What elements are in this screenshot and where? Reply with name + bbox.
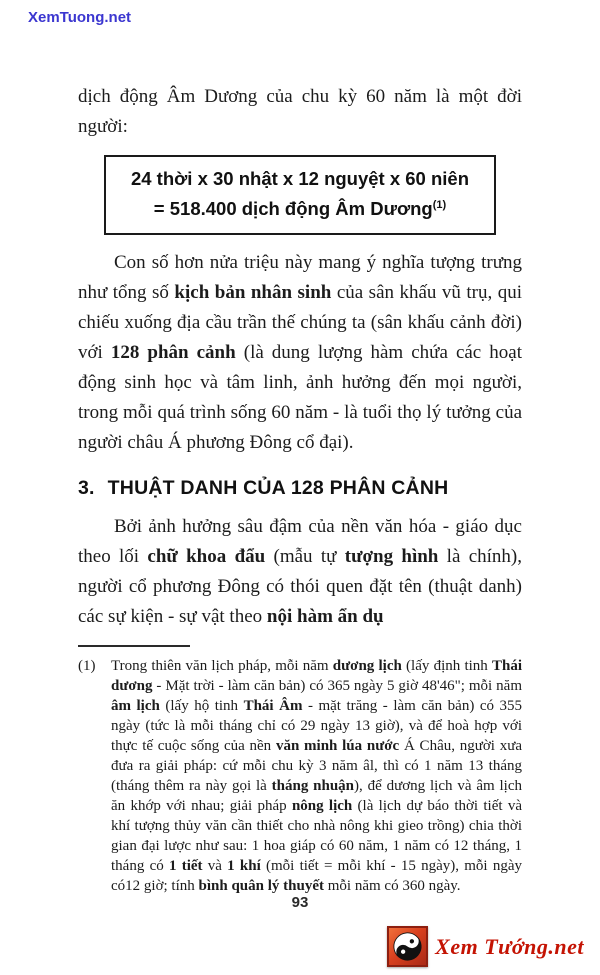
page-number: 93 [291, 894, 309, 911]
section-title: THUẬT DANH CỦA 128 PHÂN CẢNH [107, 477, 449, 499]
footer-logo-text: Xem Tướng.net [435, 933, 584, 959]
formula-line-1: 24 thời x 30 nhật x 12 nguyệt x 60 niên [130, 168, 470, 189]
footer-logo-link[interactable] [387, 926, 584, 967]
formula-box [104, 155, 496, 235]
section-heading [78, 476, 522, 500]
paragraph-body-1: Con số hơn nửa triệu này mang ý nghĩa tượng trưng như tổng số kịch bản nhân sinh của sân khấu vũ trụ, qui chiếu xuống địa cầu trần thế chúng ta (sân khấu cảnh đời) với 128 phân cảnh (là dung lượng hàm chứa các hoạt động sinh học và tâm linh, ảnh hưởng đến mọi người, trong mỗi quá trình sống 60 năm - là tuổi thọ lý tưởng của người châu Á phương Đông cổ đại). [78, 252, 522, 453]
footnote-separator [78, 645, 190, 647]
header-site-link[interactable]: XemTuong.net [28, 9, 132, 26]
footnote-body: Trong thiên văn lịch pháp, mỗi năm dương lịch (lấy định tinh Thái dương - Mặt trời - làm căn bản) có 365 ngày 5 giờ 48'46"; mỗi năm âm lịch (lấy hộ tinh Thái Âm - mặt trăng - làm căn bản) có 355 ngày (tức là mỗi tháng chỉ có 29 ngày 13 giờ), và để hoà hợp với thực tế cuộc sống của nền văn minh lúa nước Á Châu, người xưa đưa ra giải pháp: cứ mỗi chu kỳ 3 năm âl, thì có 1 năm 13 tháng (tháng thêm ra này gọi là tháng nhuận), để dương lịch và âm lịch ăn khớp với nhau; giải pháp nông lịch (là lịch dự báo thời tiết và khí tượng thủy văn cần thiết cho nhà nông khi gieo trồng) chia thời gian đại lược như sau: 1 hoa giáp có 60 năm, 1 năm có 12 tháng, 1 tháng có 1 tiết và 1 khí (mỗi tiết = mỗi khí - 15 ngày), mỗi ngày có12 giờ; tính bình quân lý thuyết mỗi năm có 360 ngày. [111, 658, 523, 894]
paragraph-intro: dịch động Âm Dương của chu kỳ 60 năm là một đời người: [78, 86, 522, 137]
yin-yang-icon [387, 926, 428, 967]
paragraph-body-2: Bởi ảnh hưởng sâu đậm của nền văn hóa - giáo dục theo lối chữ khoa đẩu (mẫu tự tượng hình là chính), người cổ phương Đông có thói quen đặt tên (thuật danh) các sự kiện - sự vật theo nội hàm ẩn dụ [78, 516, 522, 627]
footnote-text [78, 656, 522, 896]
footnote-marker: (1) [78, 658, 96, 674]
section-number: 3. [78, 477, 95, 499]
page-content [78, 82, 522, 896]
formula-line-2: = 518.400 dịch động Âm Dương$^{(1)}$ [153, 198, 447, 219]
